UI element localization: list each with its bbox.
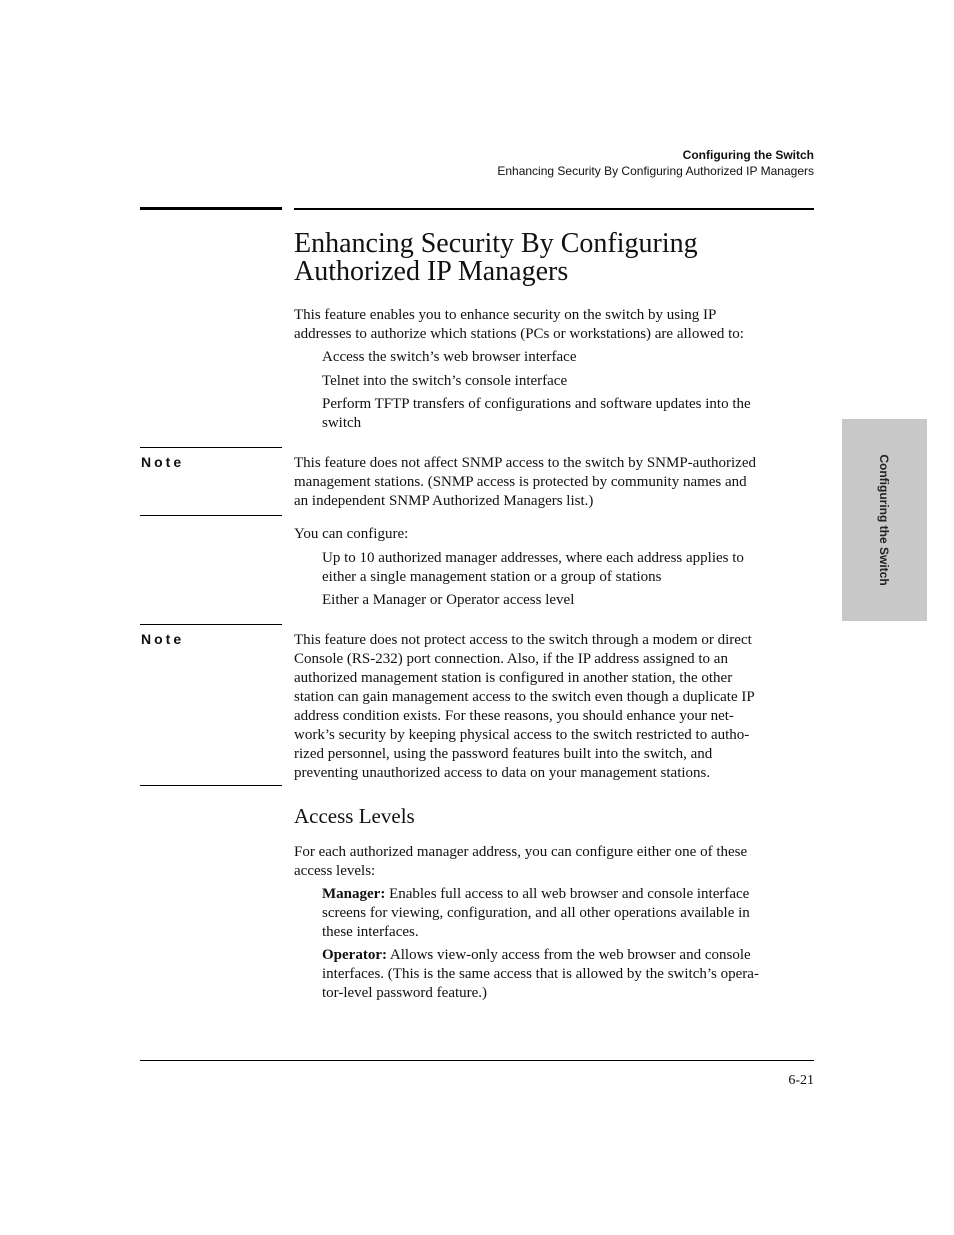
- note2-line-2: Console (RS-232) port connection. Also, if the IP address assigned to an: [294, 651, 728, 667]
- note1-line-3: an independent SNMP Authorized Managers list.): [294, 493, 594, 509]
- operator-level-line-3: tor-level password feature.): [322, 985, 488, 1001]
- manager-term: Manager:: [322, 886, 386, 902]
- chapter-side-tab: [842, 419, 927, 621]
- manager-level-line-1: [322, 885, 814, 904]
- list-item-web-access: Access the switch’s web browser interface: [322, 349, 577, 365]
- intro-line-1: This feature enables you to enhance security on the switch by using IP: [294, 307, 717, 323]
- list-item-tftp-line-2: switch: [322, 415, 362, 431]
- access-levels-heading: Access Levels: [294, 804, 415, 828]
- running-head-section: Enhancing Security By Configuring Authorized IP Managers: [497, 164, 814, 178]
- manager-level-item: [322, 885, 814, 942]
- note2-line-5: address condition exists. For these reasons, you should enhance your net-: [294, 708, 734, 724]
- note1-label: Note: [141, 454, 185, 470]
- note1-rule-bottom: [140, 515, 282, 516]
- chapter-side-tab-label: Configuring the Switch: [877, 454, 891, 586]
- list-item-tftp: [322, 395, 814, 433]
- operator-term: Operator:: [322, 947, 387, 963]
- note2-line-7: rized personnel, using the password features built into the switch, and: [294, 746, 713, 762]
- list-item-telnet: Telnet into the switch’s console interface: [322, 373, 568, 389]
- note1-line-2: management stations. (SNMP access is protected by community names and: [294, 474, 747, 490]
- footer-rule: [140, 1060, 814, 1061]
- page-number: 6-21: [788, 1073, 814, 1088]
- body-rule-top: [294, 208, 814, 210]
- page-title-line-2: Authorized IP Managers: [294, 256, 569, 287]
- list-item-tftp-line-1: Perform TFTP transfers of configurations and software updates into the: [322, 396, 751, 412]
- manager-level-line-2: screens for viewing, configuration, and all other operations available in: [322, 905, 750, 921]
- operator-level-line-1: [322, 946, 822, 965]
- operator-desc-1: Allows view-only access from the web browser and console: [386, 947, 751, 963]
- margin-rule-top: [140, 207, 282, 210]
- note2-line-4: station can gain management access to the switch even though a duplicate IP: [294, 689, 755, 705]
- note2-text: [294, 631, 814, 783]
- note1-rule-top: [140, 447, 282, 448]
- note2-line-1: This feature does not protect access to the switch through a modem or direct: [294, 632, 752, 648]
- note2-label: Note: [141, 631, 185, 647]
- running-head-chapter: Configuring the Switch: [682, 148, 814, 162]
- manager-level-line-3: these interfaces.: [322, 924, 419, 940]
- note2-line-8: preventing unauthorized access to data on your management stations.: [294, 765, 711, 781]
- operator-level-line-2: interfaces. (This is the same access that is allowed by the switch’s opera-: [322, 966, 759, 982]
- list-item-authorized-addresses-line-1: Up to 10 authorized manager addresses, where each address applies to: [322, 550, 744, 566]
- note2-line-3: authorized management station is configured in another station, the other: [294, 670, 733, 686]
- manager-desc-1: Enables full access to all web browser and console interface: [385, 886, 750, 902]
- page-title: [294, 230, 814, 286]
- note1-line-1: This feature does not affect SNMP access to the switch by SNMP-authorized: [294, 455, 756, 471]
- operator-level-item: [322, 946, 822, 1003]
- intro-paragraph: [294, 306, 814, 344]
- access-levels-intro: [294, 843, 814, 881]
- access-levels-intro-line-2: access levels:: [294, 863, 376, 879]
- note1-text: [294, 454, 814, 511]
- note2-rule-top: [140, 624, 282, 625]
- configure-lead: You can configure:: [294, 526, 409, 542]
- list-item-authorized-addresses: [322, 549, 814, 587]
- list-item-access-level: Either a Manager or Operator access level: [322, 592, 575, 608]
- note2-rule-bottom: [140, 785, 282, 786]
- list-item-authorized-addresses-line-2: either a single management station or a group of stations: [322, 569, 662, 585]
- access-levels-intro-line-1: For each authorized manager address, you can configure either one of these: [294, 844, 748, 860]
- intro-line-2: addresses to authorize which stations (PCs or workstations) are allowed to:: [294, 326, 744, 342]
- note2-line-6: work’s security by keeping physical access to the switch restricted to autho-: [294, 727, 750, 743]
- page-title-line-1: Enhancing Security By Configuring: [294, 228, 698, 259]
